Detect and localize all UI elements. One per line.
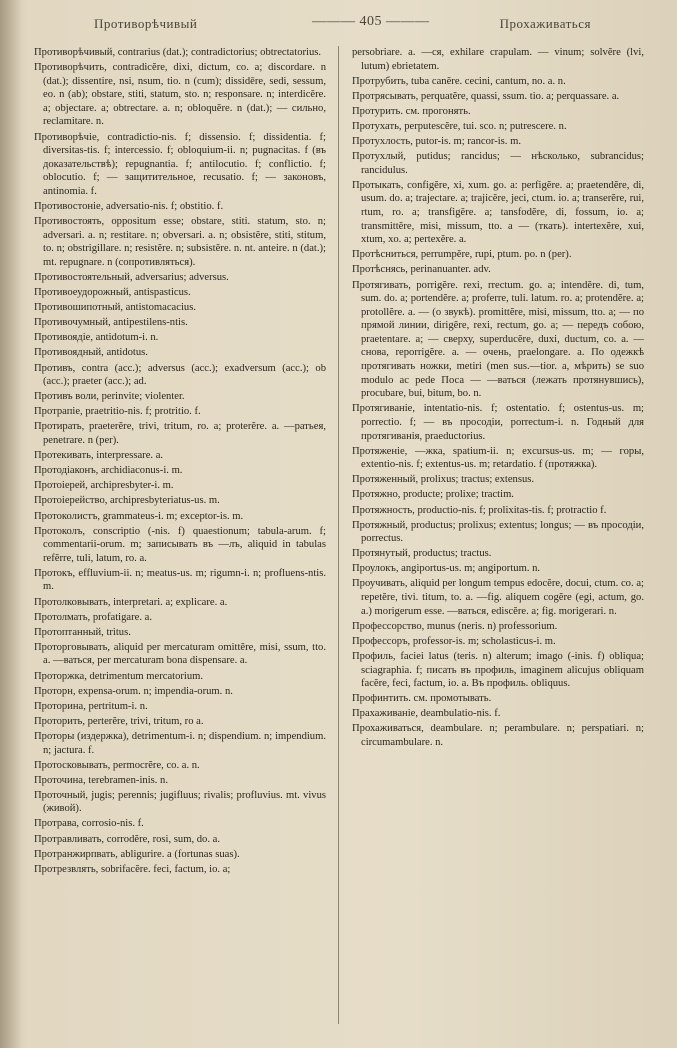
- dictionary-entry: Противорѣчивый, contrarius (dat.); contradictorius; obtrectatorius.: [34, 47, 322, 58]
- dictionary-entry: Протяжность, productio-nis. f; prolixitas-tis. f; protractio f.: [352, 504, 607, 516]
- page-number: ——— 405 ———: [312, 14, 430, 29]
- dictionary-entry: Проторговывать, aliquid per mercaturam omittĕre, misi, ssum, tto. a. —ваться, per mercaturam bona dispensare. a.: [34, 641, 326, 667]
- dictionary-entry: persobriare. a. —ся, exhilare crapulam. — vinum; solvĕre (lvi, lutum) ebrietatem.: [352, 47, 644, 72]
- dictionary-entry: Протирать, praeterĕre, trivi, tritum, ro. a; proterĕre. a. —ратьея, penetrare. n (per).: [34, 421, 326, 447]
- dictionary-entry: Противошипотный, antistomacacius.: [34, 302, 196, 314]
- dictionary-entry: Протяженный, prolixus; tractus; extensus.: [352, 474, 535, 486]
- right-column: [352, 46, 644, 1040]
- dictionary-entry: Проучивать, aliquid per longum tempus edocĕre, docui, ctum. co. a; repetĕre, tivi. titum, to. a. —fig. aliquem cogĕre (egi, actum, go. a.) morigerum esse. —ваться, ediscĕre. a; fig. morigerari. n.: [352, 578, 644, 617]
- dictionary-entry: Проторы (издержка), detrimentum-i. n; dispendium. n; impendium. n; jactura. f.: [34, 730, 326, 756]
- dictionary-entry: Противостоять, oppositum esse; obstare, stiti. statum, sto. n; adversari. a. n; restitare. n; obversari. a. n; obsistĕre, stiti, stitum, to. n; obstrigillare. n; resistĕre. n; subsistĕre. n. nt. anteire. n (dat.); mt. repugnare. n (coпротивляться).: [34, 216, 326, 268]
- left-column: [34, 46, 326, 1040]
- dictionary-entry: Противочумный, antipestilens-ntis.: [34, 317, 188, 329]
- dictionary-entry: Протоіерей, archipresbyter-i. m.: [34, 480, 174, 492]
- dictionary-entry: Протухлость, putor-is. m; rancor-is. m.: [352, 136, 521, 148]
- dictionary-entry: Протолмать, profatigare. a.: [34, 611, 152, 623]
- dictionary-entry: Проторн, expensa-orum. n; impendia-orum. n.: [34, 685, 233, 697]
- dictionary-entry: Протосковывать, permocrĕre, co. a. n.: [34, 759, 200, 771]
- dictionary-entry: Проточина, terebramen-inis. n.: [34, 774, 168, 786]
- dictionary-entry: Противоядный, antidotus.: [34, 347, 148, 359]
- dictionary-entry: Протоіерейство, archipresbyteriatus-us. m.: [34, 495, 220, 507]
- dictionary-entry: Протрясывать, perquatĕre, quassi, ssum. tio. a; perquassare. a.: [352, 90, 620, 102]
- dictionary-entry: Протоколъ, conscriptio (-nis. f) quaestionum; tabula-arum. f; commentarii-orum. m; записывать въ —лъ, aliquid in tabulas refĕrre, tuli, latum, ro. a.: [34, 525, 326, 564]
- dictionary-entry: Протокъ, effluvium-ii. n; meatus-us. m; rigumn-i. n; profluens-ntis. m.: [34, 567, 326, 593]
- page-header: [22, 12, 655, 36]
- header-left-guideword: Противорѣчивый: [94, 16, 198, 31]
- dictionary-entry: Прохаживаться, deambulare. n; perambulare. n; perspatiari. n; circumambulare. n.: [352, 723, 644, 748]
- dictionary-entry: Протурить. см. прогонять.: [352, 105, 471, 117]
- dictionary-entry: Протягиваніе, intentatio-nis. f; ostentatio. f; ostentus-us. m; porrectio. f; — въ просодіи, porrectum-i. n. Годный для протягиванія, praeductorius.: [352, 403, 644, 442]
- dictionary-entry: Проторить, perterĕre, trivi, tritum, ro a.: [34, 715, 204, 727]
- dictionary-entry: Профинтить. см. промотывать.: [352, 693, 492, 705]
- dictionary-entry: Протѣсниться, perrumpĕre, rupi, ptum. po. n (per).: [352, 249, 572, 261]
- dictionary-entry: Протрава, corrosio-nis. f.: [34, 818, 144, 830]
- dictionary-entry: Протрубить, tuba canĕre. cecini, cantum, no. a. n.: [352, 75, 566, 87]
- dictionary-entry: Протыкать, configĕre, xi, xum. go. a: perfigĕre. a; praetendĕre, di, usum. do. a; trajectare. a; trajicĕre, jeci, ctum. io. a; transerĕre, rui, rtum, ro. a; transfigĕre. a; tansfodĕre, di, fossum, io. a; transmittĕre, misi, missum, tto. a — (ткать). intertexĕre, xui, xtum, xo. a; pertexĕre. a.: [352, 179, 644, 246]
- dictionary-entry: Профессорство, munus (neris. n) professorium.: [352, 620, 558, 632]
- dictionary-entry: Прахаживаніе, deambulatio-nis. f.: [352, 708, 501, 720]
- dictionary-entry: Протяжный, productus; prolixus; extentus; longus; — въ просодіи, porrectus.: [352, 519, 644, 545]
- dictionary-entry: Протухать, perputescĕre, tui. sco. n; putrescere. n.: [352, 120, 567, 132]
- dictionary-entry: Протянутый, productus; tractus.: [352, 548, 492, 560]
- dictionary-entry: Протѣснясь, perinanuanter. adv.: [352, 264, 491, 276]
- dictionary-entry: Проулокъ, angiportus-us. m; angiportum. n.: [352, 563, 541, 575]
- dictionary-entry: Противостоятельный, adversarius; adversus.: [34, 272, 229, 283]
- dictionary-entry: Противорѣчіе, contradictio-nis. f; dissensio. f; dissidentia. f; diversitas-tis. f; intercessio. f; obloquium-ii. n; pugnacitas. f (въ доказательствѣ); repugnantia. f; antilocutio. f; conflictio. f; oblocutio. f; — защитительное, recusatio. f; — законовъ, antinomia. f.: [34, 131, 326, 197]
- binding-shadow: [0, 0, 22, 1048]
- dictionary-entry: Профессоръ, professor-is. m; scholasticus-i. m.: [352, 635, 556, 647]
- header-right-guideword: Прохаживаться: [499, 16, 591, 31]
- dictionary-entry: Протолковывать, interpretari. a; explicare. a.: [34, 596, 228, 608]
- dictionary-entry: Протяжно, producte; prolixe; tractim.: [352, 489, 514, 501]
- dictionary-entry: Противоядіе, antidotum-i. n.: [34, 332, 159, 344]
- dictionary-entry: Противъ, contra (acc.); adversus (acc.); exadversum (acc.); ob (acc.); praeter (acc.); ad.: [34, 362, 326, 388]
- dictionary-entry: Протрапіе, praetritio-nis. f; protritio. f.: [34, 406, 201, 418]
- dictionary-entry: Протранжирпвать, abligurire. a (fortunas suas).: [34, 848, 240, 860]
- dictionary-entry: Проторина, pertritum-i. n.: [34, 700, 148, 712]
- dictionary-entry: Протрезвлять, sobrifacĕre. feci, factum, io. a;: [34, 863, 231, 875]
- dictionary-entry: Профиль, faciei latus (teris. n) alterum; imago (-inis. f) obliqua; sciagraphia. f; писать въ профиль, imaginem alicujus obliquam facĕre, feci, factum, io. a. Въ профиль. obliquus.: [352, 650, 644, 690]
- dictionary-entry: Протяженіе, —жка, spatium-ii. n; excursus-us. m; — горы, extentio-nis. f; extentus-us. m; retardatio. f (протяжка).: [352, 445, 644, 471]
- dictionary-entry: Противоеудорожный, antispasticus.: [34, 287, 191, 299]
- dictionary-entry: Противъ воли, perinvite; violenter.: [34, 391, 185, 403]
- dictionary-entry: Проточный, jugis; perennis; jugifluus; rivalis; profluvius. mt. vivus (живой).: [34, 789, 326, 815]
- dictionary-entry: Протравливать, corrodĕre, rosi, sum, do. a.: [34, 833, 220, 845]
- dictionary-entry: Протекивать, interpressare. a.: [34, 450, 164, 462]
- dictionary-entry: Протодіаконъ, archidiaconus-i. m.: [34, 465, 183, 477]
- dictionary-entry: Противостоніе, adversatio-nis. f; obstitio. f.: [34, 201, 224, 213]
- dictionary-entry: Проторжка, detrimentum mercatorium.: [34, 670, 204, 682]
- dictionary-entry: Протухлый, putidus; rancidus; — нѣсколько, subrancidus; rancidulus.: [352, 151, 644, 176]
- dictionary-entry: Протоколистъ, grammateus-i. m; exceptor-is. m.: [34, 510, 244, 522]
- dictionary-entry: Протягивать, porrigĕre. rexi, rrectum. go. a; intendĕre. di, tum, sum. do. a; portendĕre. a; proferre, tuli. latum. ro. a; protendĕre. a; protollĕre. a. — (о звукѣ). promittĕre, misi, missum, tto. a; — по прямой линии, dirigĕre, rexi, rectum, go. a; — передъ собою, praetentare. a; — сверху, superducĕre, duxi, ductum, co. a. —снова, reporrigĕre. a. — очень, praelongare. a. По одежкѣ протягивать ножки, metiri (men sus.—tior. a, мѣрить) se suo modulo ac pede Поса — —ваться (лежать протянувшись), procubare, bui, bitum, bo. n.: [352, 279, 644, 400]
- column-divider: [338, 46, 339, 1024]
- dictionary-entry: Протоптанный, tritus.: [34, 626, 131, 638]
- dictionary-entry: Противорѣчить, contradicĕre, dixi, dictum, co. a; discordare. n (dat.); dissentire, nsi, nsum, tio. n (cum); dissidēre, sedi, sessum, eo. n (ab); obstare, stiti, statum, sto. n; responsare. n; interdicĕre. a; objectare. a; obtrectare. a. n; obloquĕre. n (dat.); — сильно, reclamitare. n.: [34, 62, 326, 128]
